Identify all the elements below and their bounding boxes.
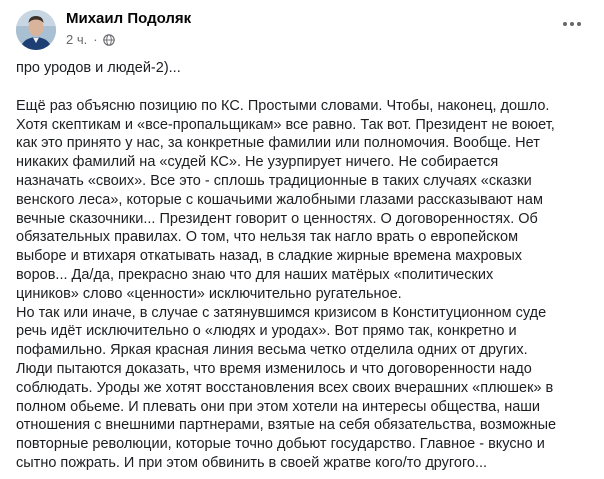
post-line: вечные сказочники... Президент говорит о ценностях. О договоренностях. Об [16, 210, 538, 227]
post-line: венского леса», которые с кошачьими жалобными глазами рассказывают нам [16, 191, 543, 208]
post-meta [66, 32, 115, 47]
post-header [16, 6, 588, 52]
post-line: воров... Да/да, прекрасно знаю что для наших матёрых «политических [16, 266, 494, 283]
post-intro: про уродов и людей-2)... [16, 60, 181, 76]
avatar[interactable] [16, 10, 56, 50]
globe-icon[interactable] [103, 34, 115, 46]
post-line: выборе и втихаря откатывать назад, в сладкие жирные времена махровых [16, 248, 522, 265]
meta-separator: · [93, 32, 98, 47]
post-line: речь идёт исключительно о «людях и уродах». Вот прямо так, конкретно и [16, 323, 517, 340]
post-body [16, 59, 588, 473]
more-options-icon[interactable] [556, 14, 588, 34]
post-line: Люди пытаются доказать, что время изменилось и что договоренности надо [16, 360, 532, 377]
post-line: обязательных правилах. О том, что нельзя так нагло врать о европейском [16, 229, 519, 246]
post-line: никаких фамилий на «судей КС». Не узурпирует ничего. Не собирается [16, 154, 499, 171]
post-line: назначать «своих». Все это - сплошь традиционные в таких случаях «сказки [16, 172, 532, 189]
post-line: полном обьеме. И плевать они при этом хотели на интересы общества, наши [16, 398, 541, 415]
post-line: Хотя скептикам и «все-пропальщикам» все равно. Так вот. Президент не воюет, [16, 116, 555, 133]
post-line: Ещё раз объясню позицию по КС. Простыми словами. Чтобы, наконец, дошло. [16, 97, 550, 114]
post-line: как это принято у нас, за конкретные фамилии или полномочия. Вообще. Нет [16, 135, 540, 152]
post-timestamp[interactable]: 2 ч. [66, 32, 88, 47]
post-line: пофамильно. Яркая красная линия весьма четко отделила одних от других. [16, 342, 528, 359]
post-line: отношения с внешними партнерами, взятые на себя обязательства, возможные [16, 417, 557, 434]
post-line: соблюдать. Уроды же хотят восстановления всех своих вчерашних «плюшек» в [16, 379, 554, 396]
post-line: Но так или иначе, в случае с затянувшимся кризисом в Конституционном суде [16, 304, 547, 321]
author-name[interactable]: Михаил Подоляк [66, 10, 192, 27]
post-line: повторные революции, которые точно добьют государство. Главное - вкусно и [16, 436, 545, 453]
post-line: циников» слово «ценности» исключительно ругательное. [16, 285, 402, 302]
post-line: сытно пожрать. И при этом обвинить в своей жратве кого/то другого... [16, 454, 488, 471]
